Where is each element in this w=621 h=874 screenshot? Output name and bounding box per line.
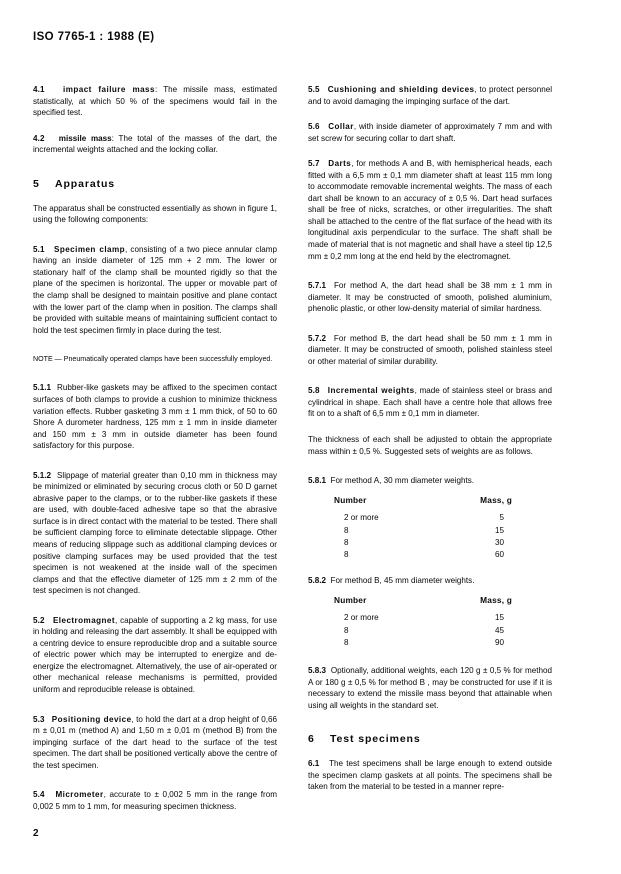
cell-mass: 15 [494,613,504,623]
subclause-5-8-2 [308,575,552,649]
cell-mass: 90 [494,638,504,648]
clause-number-5-1-1: 5.1.1 [33,383,52,393]
clause-number-4-1: 4.1 [33,85,45,94]
paragraph-apparatus-intro [33,203,277,226]
column-header-mass [446,495,534,512]
note-pneumatic-clamps [33,354,277,364]
defined-term-5-4: Micrometer [55,790,104,800]
clause-number-5-1-2: 5.1.2 [33,470,52,480]
clause-number-5-6: 5.6 [308,122,320,132]
cell-number: 8 [344,638,349,648]
cell-mass: 5 [499,513,504,523]
column-header-mass-label: Mass, g [480,494,512,505]
definition-text-5-7: , for methods A and B, with hemispherical heads, each fitted with a 6,5 mm ± 0,1 mm diameter shaft at least 115 mm long to accommodate removable incremental weights. The mass of each dart shall be known to an accuracy of ± 0,5 %. Dart head surfaces shall be free of nicks, scratches, or other irregularities. The shaft shall be attached to the centre of the flat surface of the head with its longitudinal axis perpendicular to the surface. The shaft shall be made of material that is not magnetic and shall have a steel tip 12,5 mm ± 0,2 mm long at the end held by the electromagnet. [308,159,553,261]
cell-mass: 60 [494,550,504,560]
subclause-5-8-3 [308,665,552,711]
table-row [334,637,534,649]
definition-4-2 [33,133,277,156]
subclause-text-5-1-1: Rubber-like gaskets may be affixed to the specimen contact surfaces of both clamps to provide a cushion to minimize thickness variation effects. Rubber gasketing 3 mm ± 1 mm thick, of 50 to 60 Shore A durometer hardness, 125 mm ± 1 mm in inside diameter and 150 mm ± 3 mm in outside diameter has been found satisfactory for this purpose. [33,383,278,451]
page-header-standard-reference: ISO 7765-1 : 1988 (E) [33,31,155,43]
definition-text-5-3: , to hold the dart at a drop height of 0,66 m ± 0,01 m (method A) and 1,50 m ± 0,01 m (method B) from the impinging surface of the dart head to the surface of the test specimen. The dart shall be positioned vertically above the centre of the test specimen. [33,714,278,770]
defined-term-4-1: impact failure mass [63,85,155,94]
table-row [334,512,534,524]
two-column-body [0,84,621,823]
subclause-text-5-8-1: For method A, 30 mm diameter weights. [330,476,475,486]
definition-text-4-2: : The total of the masses of the dart, the incremental weights attached and the locking collar. [33,133,277,155]
table-row [334,524,534,536]
clause-number-5-8-2: 5.8.2 [308,576,327,586]
clause-number-5-8-3: 5.8.3 [308,665,327,675]
clause-heading-title-5: Apparatus [55,177,116,190]
clause-number-5-5: 5.5 [308,85,320,94]
cell-mass: 30 [494,538,504,548]
definition-4-1 [33,84,277,119]
clause-number-6-1: 6.1 [308,759,320,769]
definition-text-5-5: , to protect personnel and to avoid damaging the impinging surface of the dart. [308,85,552,106]
table-header-row [334,495,534,512]
clause-number-5-1: 5.1 [33,244,45,254]
subclause-text-5-8-3: Optionally, additional weights, each 120 g ± 0,5 % for method A or 180 g ± 0,5 % for method B , may be constructed for use if it is necessary to extend the missile mass beyond that attainable when using all weights in the standard set. [308,665,553,710]
clause-number-4-2: 4.2 [33,133,45,143]
weights-table-method-a [334,495,534,562]
definition-5-5 [308,84,552,107]
left-column [33,84,277,823]
cell-number: 2 or more [344,513,379,523]
clause-heading-5 [33,178,277,190]
subclause-5-8-1 [308,475,552,561]
paragraph-weights-thickness [308,434,552,457]
clause-heading-6 [308,733,552,745]
cell-mass: 45 [494,625,504,635]
right-column [308,84,552,823]
defined-term-5-1: Specimen clamp [53,244,126,254]
clause-number-5-8: 5.8 [308,386,320,396]
column-header-mass [446,595,534,612]
definition-text-5-4: , accurate to ± 0,002 5 mm in the range from 0,002 5 mm to 1 mm, for measuring specimen thickness. [33,790,277,811]
column-header-number: Number [334,494,367,505]
subclause-5-1-2 [33,470,277,597]
paragraph-text: The thickness of each shall be adjusted to obtain the appropriate mass within ± 0,5 %. Suggested sets of weights are as follows. [308,435,552,456]
subclause-5-7-1 [308,280,552,315]
note-text: NOTE — Pneumatically operated clamps have been successfully employed. [33,355,273,364]
clause-number-5-3: 5.3 [33,714,45,724]
subclause-text-5-1-2: Slippage of material greater than 0,10 mm in thickness may be minimized or eliminated by securing crocus cloth or 50 D garnet abrasive paper to the clamps, or to the rubber-like gaskets if these are used, with double-faced adhesive tape so that the abrasive surface is in direct contact with the material to be tested. There shall be sufficient clamping force to eliminate detectable slippage. Other means of reducing slippage such as additional clamping devices or positive clamping surfaces may be used provided that the test specimen is not weakened at the inside wall of the specimen clamps and that the effective diameter of 125 mm ± 2 mm of the test specimen is not changed. [33,470,277,596]
subclause-6-1 [308,758,552,793]
defined-term-5-8: Incremental weights [327,386,415,396]
defined-term-5-7: Darts [328,159,352,169]
cell-number: 8 [344,525,349,535]
definition-text-5-6: , with inside diameter of approximately 7 mm and with set screw for securing collar to dart shaft. [308,122,552,143]
clause-number-5-2: 5.2 [33,615,45,625]
definition-text-5-1: , consisting of a two piece annular clamp having an inside diameter of 125 mm + 2 mm. The lower or stationary half of the clamp shall be mounted rigidly so that the plane of the specimen is horizontal. The upper or movable part of the clamp shall be designed to maintain positive and plane contact with the lower part of the clamp when in position. The clamps shall be provided with suitable means of maintaining sufficient contact to hold the test specimen firmly in place during the test. [33,244,277,335]
definition-5-4 [33,789,277,812]
defined-term-5-2: Electromagnet [52,615,116,625]
cell-number: 2 or more [344,613,379,623]
clause-number-5-7-1: 5.7.1 [308,281,327,291]
cell-number: 8 [344,550,349,560]
definition-5-1 [33,244,277,336]
paragraph-text: The apparatus shall be constructed essentially as shown in figure 1, using the following components: [33,203,277,225]
table-row [334,612,534,624]
definition-text-5-8: , made of stainless steel or brass and cylindrical in shape. Each shall have a centre hole that allows free fit on to a shaft of 6,5 mm ± 0,1 mm in diameter. [308,386,552,419]
definition-5-7 [308,158,552,262]
cell-number: 8 [344,538,349,548]
weights-table-method-b [334,595,534,649]
definition-5-2 [33,615,277,696]
subclause-text-5-7-2: For method B, the dart head shall be 50 mm ± 1 mm in diameter. It may be constructed of smooth, polished stainless steel or other material of similar durability. [308,333,552,366]
definition-text-5-2: , capable of supporting a 2 kg mass, for use in holding and releasing the dart assembly. It shall be equipped with a centring device to ensure reproducible drop and a suitable source of electric power which may be interrupted to energize and de-energize the electromagnet. Alternatively, the use of air-operated or other mechanical release mechanisms is permitted, provided uniform and reproducible release is obtained. [33,615,277,694]
clause-heading-number-5: 5 [33,177,39,190]
cell-mass: 15 [494,525,504,535]
subclause-text-5-7-1: For method A, the dart head shall be 38 mm ± 1 mm in diameter. It may be constructed of smooth, polished aluminium, phenolic plastic, or other low-density material of similar hardness. [308,281,553,314]
clause-number-5-7-2: 5.7.2 [308,333,327,343]
table-row [334,549,534,561]
clause-heading-number-6: 6 [308,733,314,746]
clause-number-5-8-1: 5.8.1 [308,476,327,486]
definition-5-6 [308,121,552,144]
defined-term-5-6: Collar [328,122,354,132]
column-header-mass-label: Mass, g [480,594,512,605]
defined-term-4-2: missile mass [58,133,112,143]
table-row [334,624,534,636]
table-header-row [334,595,534,612]
cell-number: 8 [344,625,349,635]
clause-number-5-7: 5.7 [308,159,320,169]
clause-number-5-4: 5.4 [33,790,45,800]
definition-5-8 [308,385,552,420]
subclause-5-7-2 [308,333,552,368]
defined-term-5-5: Cushioning and shielding devices [327,85,475,94]
subclause-text-5-8-2: For method B, 45 mm diameter weights. [330,576,475,586]
definition-5-3 [33,714,277,772]
clause-heading-title-6: Test specimens [330,733,421,746]
page-number: 2 [33,828,39,839]
column-header-number: Number [334,594,367,605]
definition-text-4-1: : The missile mass, estimated statistically, at which 50 % of the specimens would fail in the specified test. [33,85,278,118]
subclause-5-1-1 [33,382,277,451]
table-row [334,536,534,548]
subclause-text-6-1: The test specimens shall be large enough to extend outside the specimen clamp gaskets at all points. The specimens shall be taken from the material to be tested in a manner repre- [308,759,552,792]
defined-term-5-3: Positioning device [51,714,132,724]
